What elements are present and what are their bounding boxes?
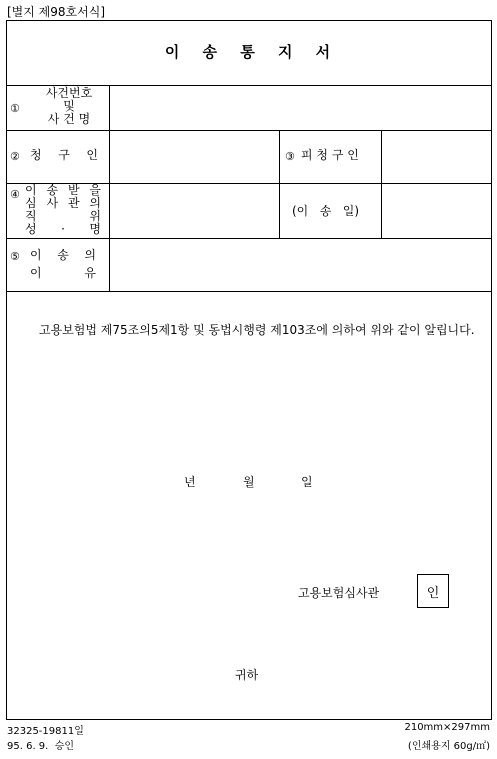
label-char: 송 — [46, 183, 59, 197]
label-line — [30, 246, 96, 264]
row-number: ② — [10, 150, 20, 163]
form-code: [별지 제98호서식] — [7, 5, 105, 19]
case-number-field[interactable] — [111, 87, 489, 128]
label-char: 직 — [25, 209, 37, 223]
seal-box[interactable] — [417, 574, 449, 608]
transfer-reason-field[interactable] — [111, 240, 489, 289]
form-approval-number: 32325-19811일 — [7, 726, 84, 737]
label-line — [25, 223, 101, 236]
transfer-date-label: (이 송 일) — [292, 204, 360, 218]
transfer-examiner-field[interactable] — [111, 185, 277, 236]
label-char: 받 — [67, 183, 80, 197]
label-char: 유 — [84, 266, 96, 280]
respondent-label: 피 청 구 인 — [301, 148, 359, 162]
transfer-date-field[interactable] — [383, 185, 489, 236]
label-line: 사건번호 — [45, 86, 93, 100]
label-char: 심 — [25, 196, 37, 210]
row-divider — [7, 130, 491, 131]
transfer-reason-label — [30, 246, 96, 282]
label-char: 구 — [58, 148, 70, 162]
label-char: 송 — [57, 248, 69, 262]
label-line: 사 건 명 — [47, 112, 91, 126]
examiner-signature-label: 고용보험심사관 — [298, 586, 380, 600]
label-char: 이 — [30, 248, 42, 262]
label-char: 청 — [30, 148, 42, 162]
label-char: 사 — [46, 196, 59, 210]
row-number: ① — [10, 102, 20, 115]
label-char: · — [61, 222, 65, 236]
label-char: 성 — [25, 222, 37, 236]
claimant-label — [30, 149, 98, 162]
seal-label: 인 — [426, 585, 440, 601]
mid-column-divider — [381, 130, 382, 238]
label-char: 을 — [89, 183, 101, 197]
form-approval-date: 95. 6. 9. 승인 — [7, 741, 75, 752]
label-char: 인 — [86, 148, 98, 162]
date-year-label: 년 — [184, 475, 196, 489]
claimant-field[interactable] — [111, 132, 277, 181]
label-char: 명 — [89, 222, 101, 236]
row-divider — [7, 291, 491, 292]
label-line — [30, 264, 96, 282]
label-char: 위 — [89, 209, 101, 223]
label-char: 이 — [25, 183, 37, 197]
row-number: ③ — [285, 150, 295, 163]
form-frame — [6, 20, 492, 720]
label-char: 이 — [30, 266, 42, 280]
date-day-label: 일 — [301, 475, 313, 489]
label-char: 관 — [67, 196, 80, 210]
label-line: 및 — [63, 99, 75, 113]
notice-body-text: 고용보험법 제75조의5제1항 및 동법시행령 제103조에 의하여 위와 같이 알립니다. — [39, 323, 475, 337]
label-column-divider — [109, 85, 110, 291]
transfer-examiner-label — [25, 184, 101, 236]
label-char: 의 — [84, 248, 96, 262]
paper-size: 210mm×297mm — [404, 722, 490, 733]
mid-column-divider — [279, 130, 280, 238]
form-title: 이 송 통 지 서 — [164, 43, 334, 61]
row-number: ⑤ — [10, 250, 20, 263]
case-number-label — [40, 87, 98, 126]
date-month-label: 월 — [243, 475, 255, 489]
paper-weight: (인쇄용지 60g/㎡) — [407, 741, 490, 752]
row-divider — [7, 238, 491, 239]
recipient-label: 귀하 — [235, 668, 259, 682]
respondent-field[interactable] — [383, 132, 489, 181]
row-number: ④ — [10, 188, 20, 201]
label-char: 의 — [89, 196, 101, 210]
